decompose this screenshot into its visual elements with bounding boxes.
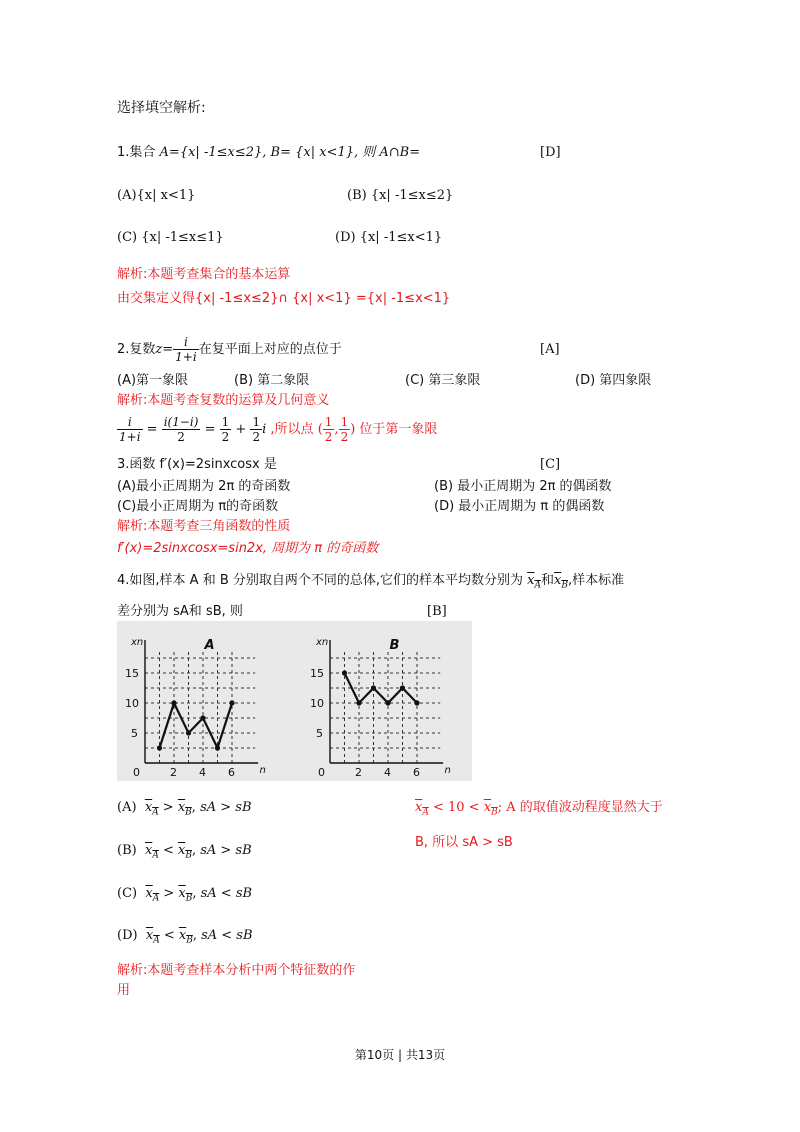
q2-sol-text: ,所以点 xyxy=(270,422,314,437)
chart-a-ytick-10: 10 xyxy=(125,697,139,710)
q4-option-b: (B) $x_A < x_B$, sA > sB xyxy=(117,843,252,861)
chart-a-ytick-15: 15 xyxy=(125,667,139,680)
q1-option-b: (B) {x| -1≤x≤2} xyxy=(347,188,454,203)
chart-a-ytick-5: 5 xyxy=(131,727,138,740)
q1-option-c: (C) {x| -1≤x≤1} xyxy=(117,230,224,245)
q2-sol-tail: 位于第一象限 xyxy=(359,422,438,437)
q4-note-1-ineq: < 10 < xyxy=(432,800,480,815)
q1-solution: 由交集定义得{x| -1≤x≤2}∩ {x| x<1} ={x| -1≤x<1} xyxy=(117,291,451,306)
q4-option-a-label: (A) xyxy=(117,800,137,815)
q4-stem xyxy=(117,565,624,602)
q2-sol-frac-3 xyxy=(220,415,232,444)
q4-analysis-1: 解析:本题考查样本分析中两个特征数的作 xyxy=(117,963,356,978)
q3-option-c: (C)最小正周期为 π的奇函数 xyxy=(117,499,279,514)
q4-option-c-label: (C) xyxy=(117,886,138,901)
chart-a-point-4 xyxy=(200,715,205,720)
chart-a-ylabel: xn xyxy=(131,637,144,648)
q1-sets: A={x| -1≤x≤2}, B= {x| x<1}, 则 A∩B= xyxy=(159,145,421,160)
chart-b-xtick-4: 4 xyxy=(384,766,391,779)
q2-stem-fraction xyxy=(173,335,199,364)
chart-a-point-6 xyxy=(229,700,234,705)
chart-b-xtick-6: 6 xyxy=(413,766,420,779)
q4-option-b-label: (B) xyxy=(117,843,137,858)
q2-frac-num: i xyxy=(173,335,199,350)
chart-a xyxy=(117,621,292,781)
q2-sol-f4-den: 2 xyxy=(252,430,261,444)
q1-option-a: (A){x| x<1} xyxy=(117,188,196,203)
q2-sol-f1-den: 1+i xyxy=(119,430,141,444)
q2-sol-f4-num: 1 xyxy=(252,415,261,429)
chart-a-point-3 xyxy=(186,730,191,735)
q2-frac-den: 1+i xyxy=(175,350,197,364)
chart-b-ytick-15: 15 xyxy=(310,667,324,680)
q4-stem-text: 4.如图,样本 A 和 B 分别取自两个不同的总体,它们的样本平均数分别为 xyxy=(117,573,524,588)
q2-analysis: 解析:本题考查复数的运算及几何意义 xyxy=(117,393,330,408)
q4-note-2: B, 所以 sA > sB xyxy=(415,835,513,850)
q3-solution: f′(x)=2sinxcosx=sin2x, 周期为 π 的奇函数 xyxy=(117,541,379,556)
q4-option-b-rel: sA > sB xyxy=(200,843,252,858)
q2-solution: $\frac{i}{1+i}$ = $\frac{i(1-i)}{2}$ = $\frac{1}{2}$ + $\frac{1}{2}$ i ,所以点 ( $\frac{1}{2}$ , $\frac{1}{2}$ ) 位于第一象限 xyxy=(119,415,438,444)
chart-b-point-3 xyxy=(371,685,376,690)
chart-b-ytick-10: 10 xyxy=(310,697,324,710)
chart-b-point-5 xyxy=(400,685,405,690)
q3-stem: 3.函数 f′(x)=2sinxcosx 是 xyxy=(117,457,277,472)
q2-option-a: (A)第一象限 xyxy=(117,373,189,388)
q2-stem xyxy=(117,334,342,366)
q3-option-a: (A)最小正周期为 2π 的奇函数 xyxy=(117,479,291,494)
chart-a-point-5 xyxy=(215,745,220,750)
q4-mean-b: $x_B$ xyxy=(554,573,568,591)
q2-answer: [A] xyxy=(540,342,560,357)
q1-answer: [D] xyxy=(540,145,561,160)
q2-sol-f3-den: 2 xyxy=(221,430,230,444)
q3-answer: [C] xyxy=(540,457,561,472)
q4-answer: [B] xyxy=(427,604,447,619)
q1-option-d: (D) {x| -1≤x<1} xyxy=(335,230,443,245)
q3-analysis: 解析:本题考查三角函数的性质 xyxy=(117,519,291,534)
chart-a-xtick-4: 4 xyxy=(199,766,206,779)
chart-a-xlabel: n xyxy=(259,765,266,776)
q4-note-1: $x_A < 10 < x_B$; A 的取值波动程度显然大于 xyxy=(415,800,663,818)
chart-a-series-line xyxy=(160,703,233,748)
page-heading: 选择填空解析: xyxy=(117,100,206,116)
q2-sol-point-y: $\frac{1}{2}$ xyxy=(340,415,349,444)
q3-option-d: (D) 最小正周期为 π 的偶函数 xyxy=(434,499,605,514)
chart-a-title: A xyxy=(204,638,215,653)
q2-option-c: (C) 第三象限 xyxy=(405,373,481,388)
q2-sol-frac-2 xyxy=(162,415,201,444)
q1-stem-label: 1.集合 xyxy=(117,145,156,160)
q2-option-b: (B) 第二象限 xyxy=(234,373,310,388)
q4-mean-a: $x_A$ xyxy=(527,573,541,591)
q4-option-d: (D) $x_A < x_B$, sA < sB xyxy=(117,928,253,946)
chart-a-point-1 xyxy=(157,745,162,750)
chart-a-xtick-2: 2 xyxy=(170,766,177,779)
q2-sol-f3-num: 1 xyxy=(221,415,230,429)
q2-z: z= xyxy=(155,342,174,357)
q2-stem-suffix: 在复平面上对应的点位于 xyxy=(198,342,342,357)
q4-stem-mid: 和 xyxy=(541,573,555,588)
chart-b-point-4 xyxy=(385,700,390,705)
q3-option-b: (B) 最小正周期为 2π 的偶函数 xyxy=(434,479,612,494)
q2-sol-frac-4 xyxy=(250,415,262,444)
q2-sol-f2-num: i(1−i) xyxy=(163,415,199,429)
q2-option-d: (D) 第四象限 xyxy=(575,373,652,388)
chart-b xyxy=(302,621,472,781)
q1-stem xyxy=(117,144,420,162)
q4-option-c: (C) $x_A > x_B$, sA < sB xyxy=(117,886,253,904)
chart-b-xtick-2: 2 xyxy=(355,766,362,779)
page-footer: 第10页 | 共13页 xyxy=(354,1048,446,1062)
q4-analysis-2: 用 xyxy=(117,983,131,998)
chart-b-ytick-5: 5 xyxy=(316,727,323,740)
chart-a-point-2 xyxy=(171,700,176,705)
q2-stem-prefix: 2.复数 xyxy=(117,342,156,357)
q2-sol-frac-1 xyxy=(117,415,143,444)
q2-sol-f1-num: i xyxy=(117,415,143,430)
chart-a-xtick-0: 0 xyxy=(133,766,140,779)
chart-a-xtick-6: 6 xyxy=(228,766,235,779)
chart-b-xtick-0: 0 xyxy=(318,766,325,779)
chart-b-title: B xyxy=(389,638,400,653)
q4-option-a-rel: sA > sB xyxy=(200,800,252,815)
chart-b-point-2 xyxy=(356,700,361,705)
chart-b-point-6 xyxy=(414,700,419,705)
q4-option-a: (A) $x_A > x_B$, sA > sB xyxy=(117,800,252,818)
q4-option-d-label: (D) xyxy=(117,928,138,943)
q2-sol-point-x: $\frac{1}{2}$ xyxy=(324,415,333,444)
q1-analysis: 解析:本题考查集合的基本运算 xyxy=(117,267,291,282)
q4-option-d-rel: sA < sB xyxy=(201,928,253,943)
q2-sol-f2-den: 2 xyxy=(177,430,185,444)
q4-stem-tail: ,样本标准 xyxy=(567,573,625,588)
chart-b-xlabel: n xyxy=(444,765,451,776)
chart-b-ylabel: xn xyxy=(316,637,329,648)
q4-stem-line2: 差分别为 sA和 sB, 则 xyxy=(117,604,243,619)
q4-option-c-rel: sA < sB xyxy=(200,886,253,901)
q4-note-1-tail: ; A 的取值波动程度显然大于 xyxy=(497,800,663,815)
chart-b-point-1 xyxy=(342,670,347,675)
